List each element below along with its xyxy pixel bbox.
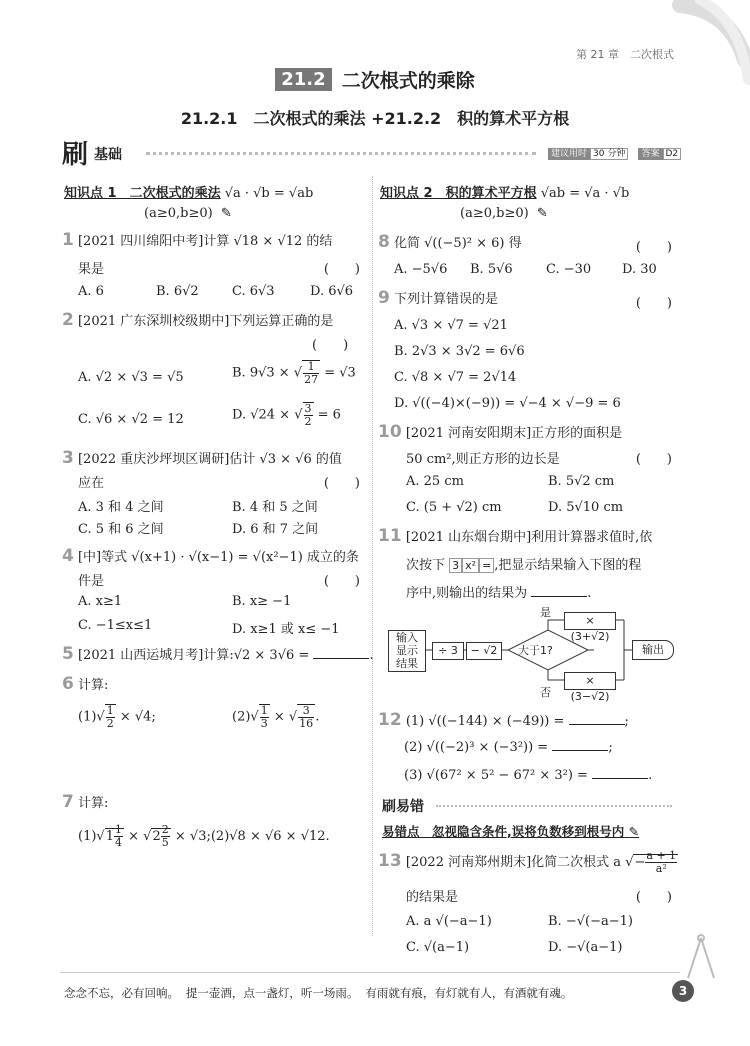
q7-p1-post: × √3;(2)√8 × √6 × √12.	[174, 829, 330, 844]
q5-number: 5	[62, 644, 74, 664]
flow-multiply-no: × (3−√2)	[564, 672, 616, 690]
q2-text: [2021 广东深圳校级期中]下列运算正确的是	[77, 314, 334, 329]
q6-p2-post: .	[315, 709, 320, 725]
lesson-title	[0, 66, 750, 93]
kp2-formula: √ab = √a · √b	[540, 186, 630, 201]
q1-stem	[62, 230, 332, 250]
q13-stem: 13 [2022 河南郑州期末]化简二次根式 a √− $\frac{a + 1}{\text{a²}}$	[378, 849, 677, 875]
kp2-heading	[380, 182, 629, 201]
q6-p2-num: 1	[260, 704, 268, 717]
section-label: 基础	[94, 147, 122, 163]
q6-p2-mid: ×	[273, 709, 285, 725]
time-label: 建议用时	[548, 148, 590, 160]
q2-optb-num: 1	[303, 361, 319, 374]
q4-stem	[62, 546, 359, 566]
q2-number: 2	[62, 310, 74, 330]
q7-stem	[62, 792, 108, 812]
q1-opt-b: B. 6√2	[156, 284, 199, 299]
q9-stem	[378, 288, 672, 311]
q11-stem2	[406, 554, 641, 573]
q1-text2: 果是	[78, 262, 105, 277]
answer-value: D2	[663, 148, 682, 160]
q9-opt-a: A. √3 × √7 = √21	[394, 318, 508, 333]
q13-paren: ( )	[635, 890, 672, 905]
q4-opt-a: A. x≥1	[78, 594, 123, 609]
q6-p2-num2: 3	[298, 705, 314, 718]
q9-opt-b: B. 2√3 × 3√2 = 6√6	[394, 344, 525, 359]
q4-opt-b: B. x≥ −1	[232, 594, 292, 609]
q6-p2-pre: (2)	[232, 709, 251, 725]
q1-opt-a: A. 6	[78, 284, 104, 299]
q12-part2: (2) √((−2)³ × (−3²)) = ;	[404, 740, 613, 755]
q6-p1-num: 1	[106, 704, 114, 717]
q6-p1-den: 2	[106, 717, 114, 730]
footer-quote: 念念不忘，必有回响。 提一壶酒，点一盏灯，听一场雨。 有雨就有痕，有灯就有人，有酒就有魂。	[64, 986, 573, 1000]
pencil-icon: ✎	[628, 824, 640, 839]
kp2-condition	[460, 206, 548, 221]
q13-text2: 的结果是	[406, 890, 459, 905]
compass-icon	[676, 930, 726, 980]
q1-text: [2021 四川绵阳中考]计算 √18 × √12 的结	[77, 234, 333, 249]
q7-p1-den2: 5	[161, 836, 169, 849]
q7-parts: (1)√1 $\frac{1}{4}$ × √2 $\frac{2}{5}$ × √3;(2)√8 × √6 × √12.	[78, 823, 330, 849]
q10-stem2	[406, 448, 672, 467]
q2-optd-num: 3	[304, 402, 312, 415]
error-point	[382, 822, 639, 840]
q10-paren: ( )	[635, 452, 672, 467]
q4-number: 4	[62, 546, 74, 566]
q11-key-equals: =	[479, 558, 494, 573]
flow-condition: 大于1?	[518, 644, 553, 657]
q6-p1-pre: (1)	[78, 709, 97, 725]
q13-opt-b: B. −√(−a−1)	[548, 914, 633, 929]
q13-stem2	[406, 886, 672, 905]
flow-subtract: − √2	[466, 642, 502, 660]
kp1-condition	[144, 206, 232, 221]
q6-p2-den: 3	[260, 717, 268, 730]
q12-part1: 12 (1) √((−144) × (−49)) = ;	[378, 710, 629, 730]
q2-optb-post: = √3	[324, 365, 356, 381]
q7-text: 计算:	[77, 796, 109, 811]
q2-optb-den: 27	[304, 373, 319, 386]
q8-number: 8	[378, 232, 390, 252]
kp1-heading	[64, 182, 313, 201]
footer-rule	[60, 972, 680, 973]
time-badge	[548, 145, 681, 160]
q11-stem	[378, 526, 652, 546]
q11-text2-pre: 次按下	[406, 558, 446, 573]
flow-yes: 是	[540, 606, 551, 619]
q13-text: [2022 河南郑州期末]化简二次根式 a	[405, 855, 622, 870]
q2-optd-post: = 6	[317, 407, 341, 423]
q10-opt-c: C. (5 + √2) cm	[406, 500, 502, 515]
page-number: 3	[672, 980, 694, 1002]
kp1-title: 知识点 1 二次根式的乘法	[64, 186, 221, 201]
kp2-cond-text: (a≥0,b≥0)	[460, 206, 529, 221]
q4-text: [中]等式 √(x+1) · √(x−1) = √(x²−1) 成立的条	[77, 550, 359, 565]
q10-text2: 50 cm²,则正方形的边长是	[406, 452, 560, 467]
q5-answer-blank[interactable]	[313, 658, 369, 659]
q11-key-square: x²	[462, 558, 479, 573]
pencil-icon: ✎	[220, 206, 232, 221]
section-mark: 刷	[62, 140, 89, 170]
q8-opt-a: A. −5√6	[394, 262, 448, 277]
q12-p2-blank[interactable]	[552, 750, 608, 751]
error-section-divider	[436, 805, 672, 807]
q1-stem2	[78, 258, 360, 277]
q2-paren: ( )	[312, 338, 349, 353]
q7-number: 7	[62, 792, 74, 812]
q8-opt-d: D. 30	[622, 262, 657, 277]
q10-opt-a: A. 25 cm	[406, 474, 464, 489]
q4-opt-d: D. x≥1 或 x≤ −1	[232, 622, 340, 637]
q2-opt-c: C. √6 × √2 = 12	[78, 412, 184, 427]
q6-text: 计算:	[77, 678, 109, 693]
time-value: 30 分钟	[590, 148, 628, 160]
q2-opt-b: B. 9√3 × √ $\frac{1}{27}$ = √3	[232, 360, 356, 386]
q2-optd-den: 2	[304, 415, 312, 428]
q8-paren: ( )	[635, 240, 672, 255]
q1-opt-d: D. 6√6	[310, 284, 354, 299]
q13-opt-d: D. −√(a−1)	[548, 940, 623, 955]
q11-answer-blank[interactable]	[531, 596, 587, 597]
q3-opt-c: C. 5 和 6 之间	[78, 522, 164, 537]
q7-p1-whole2: 2	[152, 829, 161, 844]
q10-opt-d: D. 5√10 cm	[548, 500, 624, 515]
q3-paren: ( )	[323, 476, 360, 491]
q12-p3-blank[interactable]	[592, 778, 648, 779]
q2-opt-d: D. √24 × √ $\frac{3}{2}$ = 6	[232, 402, 341, 428]
q1-opt-c: C. 6√3	[232, 284, 275, 299]
q6-number: 6	[62, 674, 74, 694]
q4-stem2	[78, 570, 360, 589]
q7-p1-num: 1	[115, 823, 122, 836]
q10-opt-b: B. 5√2 cm	[548, 474, 615, 489]
flow-input: 输入 显示 结果	[388, 630, 426, 672]
section-divider	[146, 152, 536, 155]
q8-text: 化简 √((−5)² × 6) 得	[393, 236, 522, 251]
q13-opt-c: C. √(a−1)	[406, 940, 470, 955]
q11-text2-post: ,把显示结果输入下图的程	[494, 558, 642, 573]
q2-optd-pre: D. √24 ×	[232, 407, 291, 423]
q4-text2: 件是	[78, 574, 105, 589]
column-divider	[372, 176, 373, 936]
q11-number: 11	[378, 526, 402, 546]
q3-number: 3	[62, 448, 74, 468]
q9-number: 9	[378, 288, 390, 308]
q7-p1-num2: 2	[161, 823, 169, 836]
kp2-title: 知识点 2 积的算术平方根	[380, 186, 537, 201]
q7-p1-pre: (1)	[78, 829, 97, 844]
q2-stem	[62, 310, 333, 330]
q6-stem	[62, 674, 108, 694]
q12-p1-blank[interactable]	[569, 724, 625, 725]
q11-text: [2021 山东烟台期中]利用计算器求值时,依	[405, 530, 653, 545]
q12-p2-text: (2) √((−2)³ × (−3²)) =	[404, 740, 549, 755]
kp1-formula: √a · √b = √ab	[224, 186, 314, 201]
q8-stem	[378, 232, 672, 255]
q7-p1-den: 4	[115, 836, 122, 849]
q2-opt-a: A. √2 × √3 = √5	[78, 370, 184, 385]
q9-paren: ( )	[635, 296, 672, 311]
q3-text: [2022 重庆沙坪坝区调研]估计 √3 × √6 的值	[77, 452, 342, 467]
q10-text: [2021 河南安阳期末]正方形的面积是	[405, 426, 623, 441]
q2-optb-pre: B. 9√3 ×	[232, 365, 290, 381]
q3-stem	[62, 448, 342, 468]
error-section-title: 刷易错	[382, 799, 424, 815]
answer-label: 答案	[638, 148, 662, 160]
q5-stem: 5 [2021 山西运城月考]计算:√2 × 3√6 = .	[62, 644, 374, 664]
q6-p2-den2: 16	[299, 717, 314, 730]
kp1-cond-text: (a≥0,b≥0)	[144, 206, 213, 221]
q6-p1-post: × √4;	[119, 709, 156, 725]
q6-part1: (1)√ $\frac{1}{2}$ × √4;	[78, 704, 156, 730]
q9-text: 下列计算错误的是	[393, 292, 498, 307]
q12-number: 12	[378, 710, 402, 730]
q6-part2: (2)√ $\frac{1}{3}$ × √ $\frac{3}{16}$ .	[232, 704, 320, 730]
error-point-text: 易错点 忽视隐含条件,误将负数移到根号内	[382, 824, 625, 839]
q12-p3-text: (3) √(67² × 5² − 67² × 3²) =	[404, 768, 588, 783]
q11-stem3: 序中,则输出的结果为 .	[406, 586, 592, 601]
title-number: 21.2	[275, 68, 331, 91]
q12-p1-text: (1) √((−144) × (−49)) =	[405, 714, 565, 729]
q3-opt-a: A. 3 和 4 之间	[78, 500, 164, 515]
q11-key-3: 3	[449, 558, 462, 573]
q12-part3: (3) √(67² × 5² − 67² × 3²) = .	[404, 768, 653, 783]
q13-frac-num: a + 1	[646, 849, 677, 862]
lesson-subtitle: 21.2.1 二次根式的乘法 +21.2.2 积的算术平方根	[180, 109, 570, 128]
q7-p1-whole: 1	[105, 829, 114, 844]
flow-output: 输出	[632, 640, 674, 660]
flow-multiply-yes: × (3+√2)	[564, 612, 616, 630]
flow-no: 否	[540, 686, 551, 699]
q1-paren: ( )	[323, 262, 360, 277]
q9-opt-c: C. √8 × √7 = 2√14	[394, 370, 517, 385]
q13-opt-a: A. a √(−a−1)	[406, 914, 492, 929]
q13-number: 13	[378, 851, 402, 871]
pencil-icon: ✎	[536, 206, 548, 221]
q11-text3: 序中,则输出的结果为	[406, 586, 528, 601]
q10-number: 10	[378, 422, 402, 442]
title-text: 二次根式的乘除	[341, 70, 475, 92]
q3-opt-d: D. 6 和 7 之间	[232, 522, 319, 537]
q9-opt-d: D. √((−4)×(−9)) = √−4 × √−9 = 6	[394, 396, 621, 411]
q7-p1-mid: ×	[128, 829, 140, 844]
q4-paren: ( )	[323, 574, 360, 589]
q3-text2: 应在	[78, 476, 105, 491]
q8-opt-b: B. 5√6	[470, 262, 513, 277]
q8-opt-c: C. −30	[546, 262, 592, 277]
q10-stem	[378, 422, 622, 442]
q5-text: [2021 山西运城月考]计算:√2 × 3√6 =	[77, 648, 310, 663]
q4-opt-c: C. −1≤x≤1	[78, 618, 153, 633]
q3-opt-b: B. 4 和 5 之间	[232, 500, 318, 515]
q3-stem2	[78, 472, 360, 491]
flow-divide: ÷ 3	[432, 642, 464, 660]
q1-number: 1	[62, 230, 74, 250]
q13-frac-den: a²	[655, 862, 667, 875]
chapter-header: 第 21 章 二次根式	[576, 48, 674, 61]
